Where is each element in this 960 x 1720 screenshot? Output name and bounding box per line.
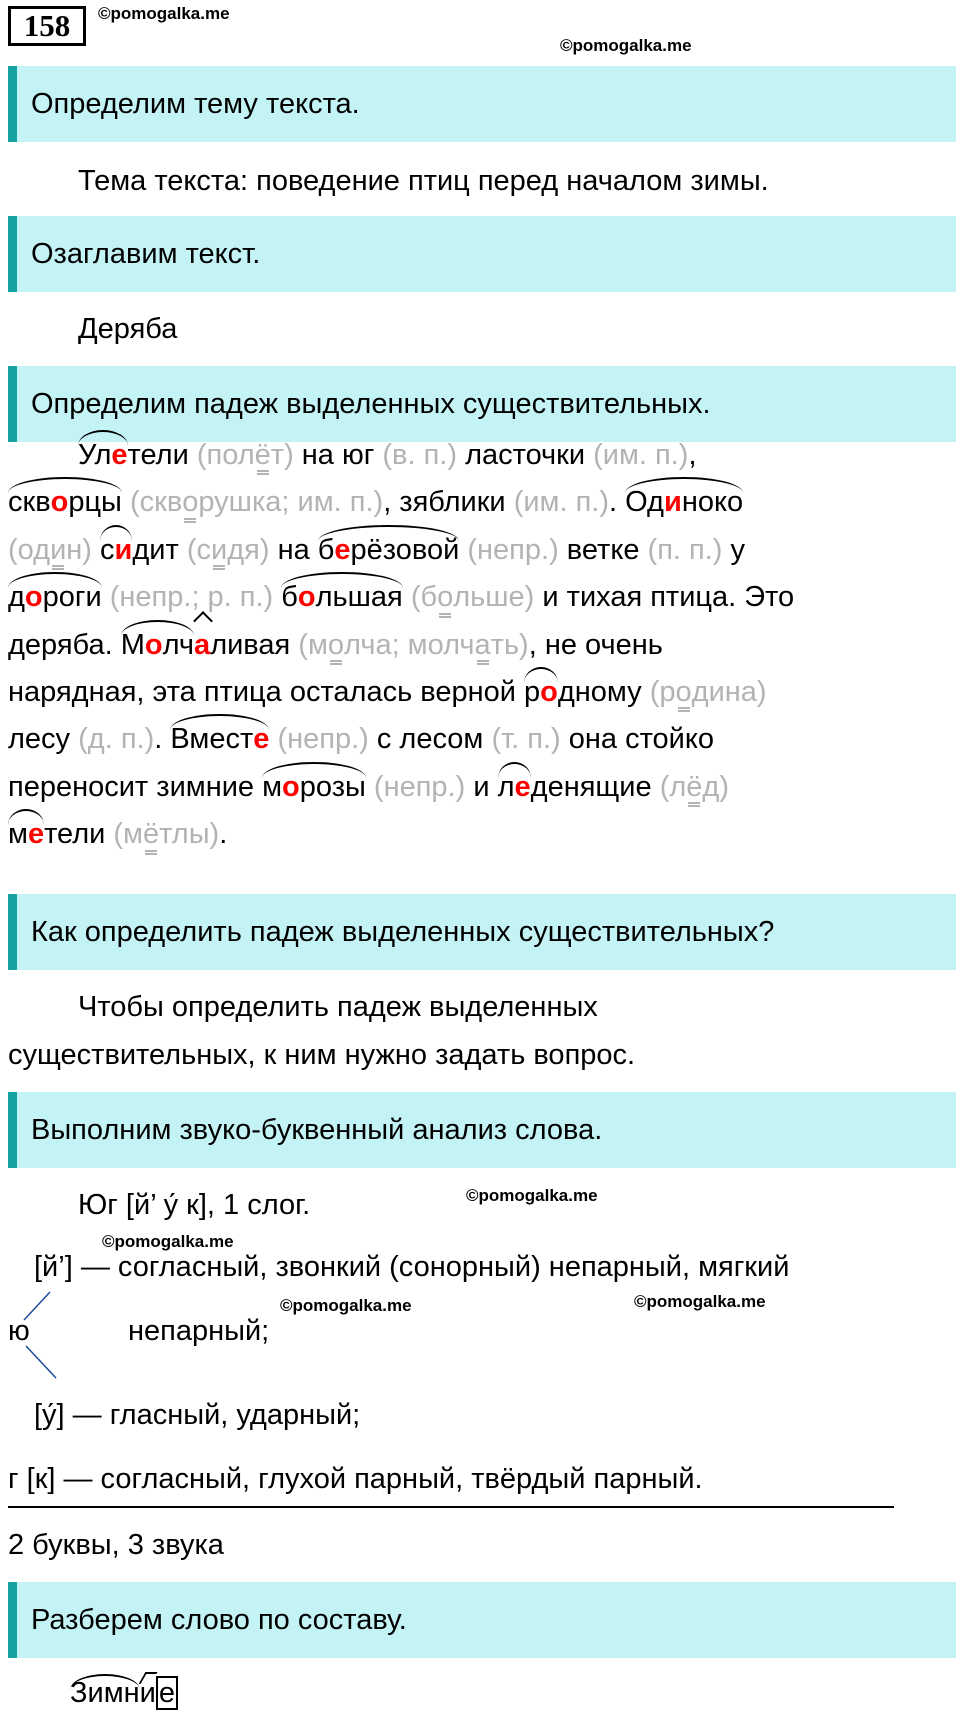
text-line-7: лесу (д. п.). Вместе (непр.) с лесом (т. п.) она стойко: [8, 716, 956, 763]
section-header-title: Озаглавим текст.: [8, 216, 956, 292]
section-header-how: Как определить падеж выделенных существительных?: [8, 894, 956, 970]
text-line-9: метели (мётлы).: [8, 811, 956, 858]
letter-yu: ю: [8, 1315, 30, 1347]
text-line-6: нарядная, эта птица осталась верной родному (родина): [8, 669, 956, 716]
task-number: 158: [8, 6, 86, 46]
how-answer-line-2: существительных, к ним нужно задать вопрос.: [8, 1039, 636, 1071]
morpheme-word: [70, 1676, 178, 1710]
watermark: ©pomogalka.me: [466, 1186, 598, 1205]
watermark: ©pomogalka.me: [98, 4, 230, 23]
section-header-topic: Определим тему текста.: [8, 66, 956, 142]
sound-2: [у́] — гласный, ударный;: [34, 1399, 361, 1431]
text-line-2: скворцы (скворушка; им. п.), зяблики (им. п.). Одиноко: [8, 479, 956, 526]
analysis-word: Юг [й’ у́ к], 1 слог.: [78, 1189, 311, 1221]
sound-3: г [к] — согласный, глухой парный, твёрдый парный.: [8, 1463, 703, 1495]
section-header-phonetic: Выполним звуко-буквенный анализ слова.: [8, 1092, 956, 1168]
text-line-4: дороги (непр.; р. п.) большая (больше) и тихая птица. Это: [8, 574, 956, 621]
morpheme-ending: е: [156, 1676, 178, 1710]
watermark: ©pomogalka.me: [634, 1292, 766, 1311]
text-line-1: Улетели (полёт) на юг (в. п.) ласточки (им. п.),: [8, 432, 956, 479]
sound-1: [й’] — согласный, звонкий (сонорный) непарный, мягкий: [34, 1251, 790, 1283]
morpheme-suffix: и: [139, 1677, 156, 1709]
stress-arc: Уле: [78, 432, 128, 479]
topic-answer: Тема текста: поведение птиц перед началом зимы.: [78, 165, 769, 197]
section-header-cases: Определим падеж выделенных существительных.: [8, 366, 956, 442]
text-line-3: (один) сидит (сидя) на берёзовой (непр.) ветке (п. п.) у: [8, 527, 956, 574]
watermark: ©pomogalka.me: [280, 1296, 412, 1315]
sound-1-cont: непарный;: [128, 1315, 270, 1347]
watermark: ©pomogalka.me: [102, 1232, 234, 1251]
annotated-text: [8, 432, 956, 859]
morpheme-root: Зимн: [70, 1677, 140, 1709]
divider: [8, 1506, 894, 1508]
title-answer: Деряба: [78, 313, 178, 345]
text-line-5: деряба. Молчаливая (молча; молчать), не очень: [8, 622, 956, 669]
how-answer-line-1: Чтобы определить падеж выделенных: [78, 991, 598, 1023]
text-line-8: переносит зимние морозы (непр.) и леденящие (лёд): [8, 764, 956, 811]
section-header-morphemes: Разберем слово по составу.: [8, 1582, 956, 1658]
summary: 2 буквы, 3 звука: [8, 1529, 224, 1561]
watermark: ©pomogalka.me: [560, 36, 692, 55]
